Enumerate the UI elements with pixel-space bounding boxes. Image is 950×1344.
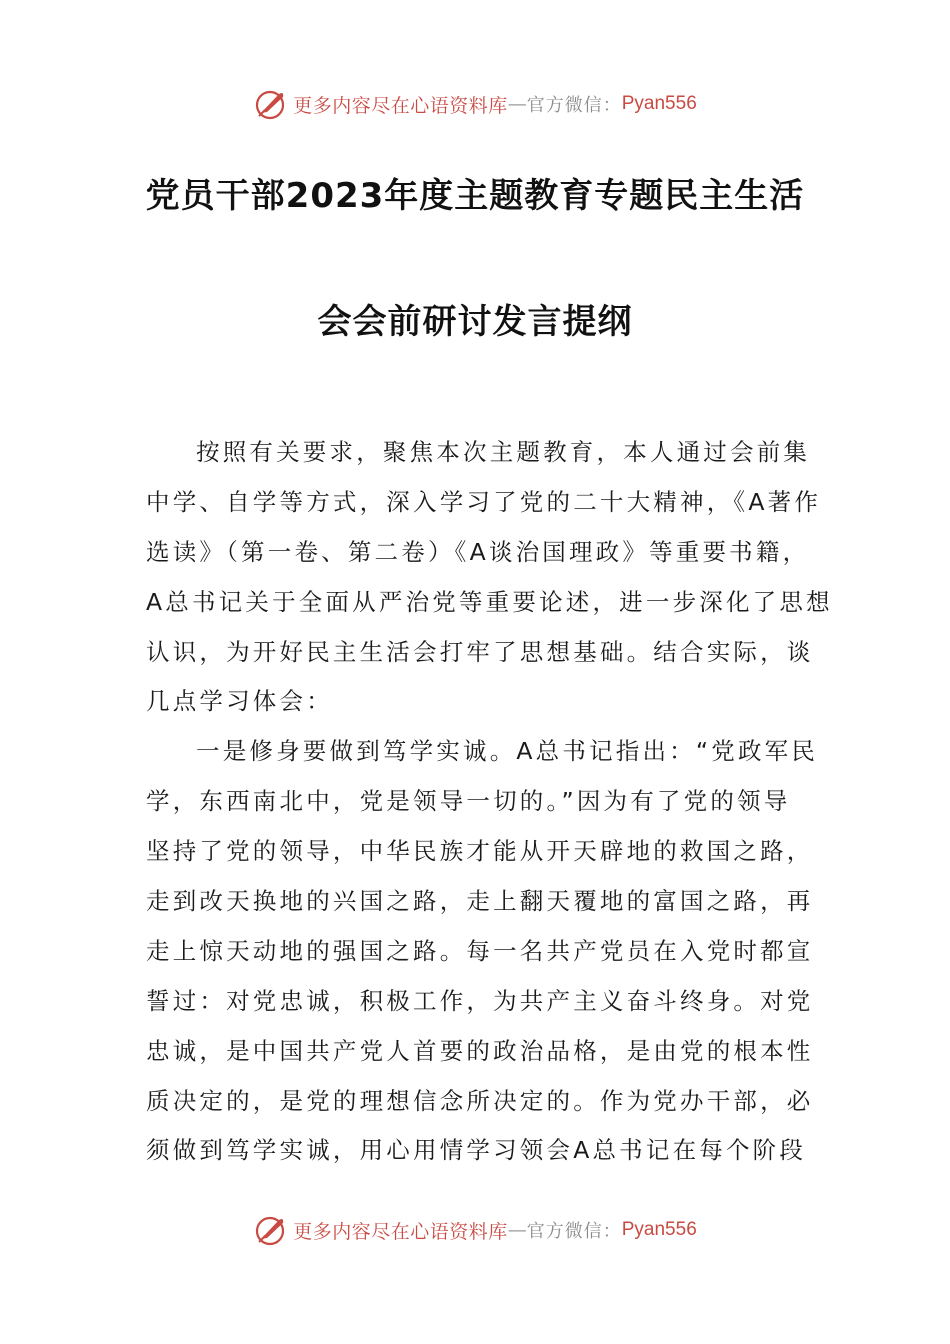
watermark-label: 官方微信： bbox=[526, 95, 622, 116]
body-line: 一是修身要做到笃学实诚。A总书记指出：“党政军民 bbox=[196, 737, 819, 766]
watermark-label: 官方微信： bbox=[526, 1221, 622, 1242]
watermark-banner-top bbox=[0, 84, 950, 124]
body-line: 认识，为开好民主生活会打牢了思想基础。结合实际，谈 bbox=[146, 637, 814, 666]
body-line: 几点学习体会： bbox=[146, 687, 333, 716]
watermark-text: 更多内容尽在心语资料库 bbox=[293, 1220, 508, 1243]
watermark-wechat-id: Pyan556 bbox=[621, 93, 697, 114]
watermark-separator: — bbox=[507, 93, 527, 115]
body-line: 走上惊天动地的强国之路。每一名共产党员在入党时都宣 bbox=[146, 936, 814, 965]
quill-logo-icon bbox=[253, 1212, 289, 1248]
body-line: 学，东西南北中，党是领导一切的。”因为有了党的领导 bbox=[146, 787, 791, 816]
document-title-line-1: 党员干部2023年度主题教育专题民主生活 bbox=[145, 176, 805, 216]
watermark-text: 更多内容尽在心语资料库 bbox=[293, 94, 508, 117]
quill-logo-icon bbox=[253, 86, 289, 122]
body-line: 走到改天换地的兴国之路，走上翻天覆地的富国之路，再 bbox=[146, 887, 814, 916]
body-line: 誓过：对党忠诚，积极工作，为共产主义奋斗终身。对党 bbox=[146, 986, 814, 1015]
body-line: 选读》（第一卷、第二卷）《A谈治国理政》等重要书籍， bbox=[146, 537, 810, 566]
body-line: 中学、自学等方式，深入学习了党的二十大精神，《A著作 bbox=[146, 487, 822, 516]
body-line: 忠诚，是中国共产党人首要的政治品格，是由党的根本性 bbox=[146, 1036, 814, 1065]
document-title-line-2: 会会前研讨发言提纲 bbox=[317, 302, 633, 342]
watermark-separator: — bbox=[507, 1219, 527, 1241]
body-line: 坚持了党的领导，中华民族才能从开天辟地的救国之路， bbox=[146, 837, 814, 866]
body-line: A总书记关于全面从严治党等重要论述，进一步深化了思想 bbox=[146, 587, 833, 616]
body-line: 按照有关要求，聚焦本次主题教育，本人通过会前集 bbox=[196, 438, 811, 466]
document-body bbox=[146, 428, 833, 1176]
watermark-banner-bottom bbox=[0, 1210, 950, 1250]
watermark-wechat-id: Pyan556 bbox=[621, 1219, 697, 1240]
body-line: 质决定的，是党的理想信念所决定的。作为党办干部，必 bbox=[146, 1086, 814, 1115]
body-line: 须做到笃学实诚，用心用情学习领会A总书记在每个阶段 bbox=[146, 1136, 807, 1165]
